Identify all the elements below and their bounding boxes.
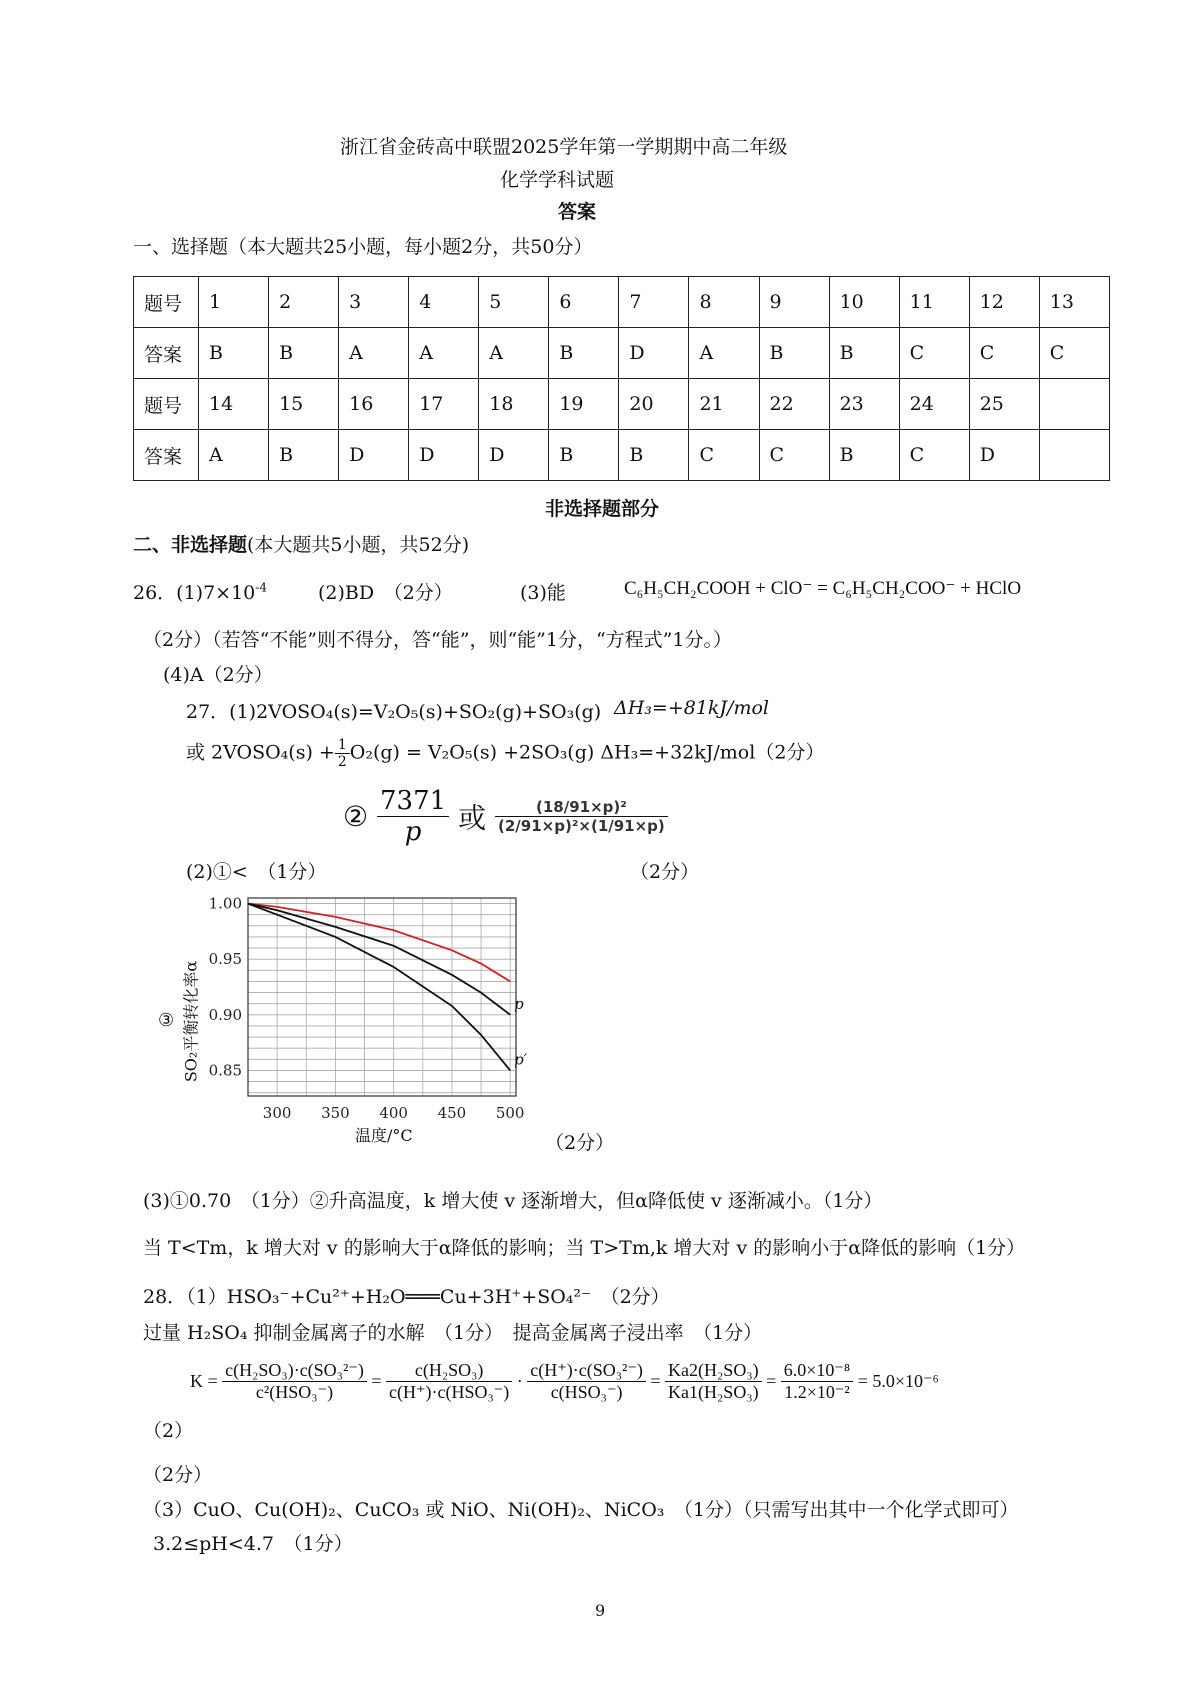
q28-frac2 <box>386 1360 512 1403</box>
table-cell: B <box>549 328 619 379</box>
q28-frac2-num: c(H₂SO₃) <box>386 1360 512 1382</box>
table-row-header: 答案 <box>134 430 199 481</box>
q28-k-expression <box>190 1360 939 1403</box>
chart-score: （2分） <box>545 1132 615 1154</box>
q26-part3: (3)能 <box>520 582 566 604</box>
table-row-header: 题号 <box>134 379 199 430</box>
table-cell: 8 <box>689 277 759 328</box>
x-tick-label: 300 <box>262 1104 292 1122</box>
table-cell: 20 <box>619 379 689 430</box>
q27-kp-expression <box>343 786 668 847</box>
series-line-0 <box>248 904 510 982</box>
q28-frac4-den: Ka1(H₂SO₃) <box>668 1382 759 1402</box>
q28-eq1: = <box>371 1371 382 1391</box>
x-tick-label: 500 <box>495 1104 525 1122</box>
doc-title: 浙江省金砖高中联盟2025学年第一学期期中高二年级 <box>340 136 788 158</box>
q28-frac4 <box>665 1360 762 1403</box>
q27-part3b: 当 T<Tm，k 增大对 v 的影响大于α降低的影响；当 T>Tm,k 增大对 v 的影响小于α降低的影响（1分） <box>143 1237 1026 1259</box>
q27-kp-den: p <box>404 817 422 847</box>
q28-line1: 28．（1）HSO₃⁻+Cu²⁺+H₂O═══Cu+3H⁺+SO₄²⁻ （2分） <box>143 1286 670 1308</box>
table-cell: 2 <box>269 277 339 328</box>
section1-heading: 一、选择题（本大题共25小题，每小题2分，共50分） <box>133 236 593 258</box>
table-cell: 11 <box>899 277 969 328</box>
q27-half-num: 1 <box>335 737 350 754</box>
q28-eq2: = <box>650 1371 661 1391</box>
q28-frac5 <box>781 1360 853 1403</box>
q28-frac3 <box>527 1360 646 1403</box>
table-cell: A <box>409 328 479 379</box>
q26-part1 <box>133 578 267 605</box>
table-cell: B <box>829 430 899 481</box>
y-tick-label: 0.95 <box>208 950 242 969</box>
q28-result: = 5.0×10⁻⁶ <box>857 1371 939 1391</box>
table-cell: D <box>479 430 549 481</box>
q28-line3: （3）CuO、Cu(OH)₂、CuCO₃ 或 NiO、Ni(OH)₂、NiCO₃ （1分）（只需写出其中一个化学式即可） <box>143 1499 1019 1521</box>
so2-conversion-chart <box>150 890 570 1160</box>
table-cell: 9 <box>759 277 829 328</box>
table-cell <box>1039 430 1109 481</box>
section2-heading-rest: (本大题共5小题，共52分) <box>247 534 470 556</box>
chart-xlabel: 温度/°C <box>355 1126 413 1145</box>
table-cell: B <box>549 430 619 481</box>
y-tick-label: 0.85 <box>208 1061 242 1080</box>
page-number: 9 <box>595 1601 606 1620</box>
table-cell: C <box>969 328 1039 379</box>
q28-part2-score: （2分） <box>143 1464 213 1486</box>
table-cell: B <box>269 328 339 379</box>
table-cell: D <box>409 430 479 481</box>
table-cell: D <box>339 430 409 481</box>
table-row <box>134 430 1110 481</box>
table-cell: C <box>1039 328 1109 379</box>
q26-part1-exp: -4 <box>255 580 267 595</box>
table-cell: A <box>479 328 549 379</box>
y-tick-label: 0.90 <box>208 1005 242 1024</box>
table-cell: 21 <box>689 379 759 430</box>
table-cell: 12 <box>969 277 1039 328</box>
q27-kp-alt-den: (2/91×p)²×(1/91×p) <box>498 817 665 835</box>
q28-frac3-den: c(HSO₃⁻) <box>550 1382 623 1402</box>
q27-line2-b: O₂(g) = V₂O₅(s) +2SO₃(g) ΔH₃=+32kJ/mol（2分） <box>349 741 825 764</box>
q27-line2-a: 或 2VOSO₄(s) + <box>186 741 335 764</box>
table-cell: 19 <box>549 379 619 430</box>
table-cell: 14 <box>199 379 269 430</box>
table-cell: 17 <box>409 379 479 430</box>
chart-series <box>248 904 528 1071</box>
q27-line2 <box>186 737 824 770</box>
table-cell: C <box>689 430 759 481</box>
q27-line1: 27．(1)2VOSO₄(s)=V₂O₅(s)+SO₂(g)+SO₃(g) <box>186 701 602 723</box>
table-row-header: 答案 <box>134 328 199 379</box>
table-cell: 3 <box>339 277 409 328</box>
q28-frac1 <box>222 1360 367 1403</box>
q28-frac1-den: c²(HSO₃⁻) <box>255 1382 334 1402</box>
table-row-header: 题号 <box>134 277 199 328</box>
q26-part2: (2)BD （2分） <box>318 582 453 604</box>
q28-frac5-den: 1.2×10⁻² <box>784 1382 850 1402</box>
table-cell: 25 <box>969 379 1039 430</box>
q28-line2: 过量 H₂SO₄ 抑制金属离子的水解 （1分） 提高金属离子浸出率 （1分） <box>143 1322 763 1344</box>
table-cell: 7 <box>619 277 689 328</box>
table-row <box>134 328 1110 379</box>
q27-kp-alt-fraction <box>495 798 668 835</box>
table-cell: A <box>199 430 269 481</box>
q27-kp-alt-num: (18/91×p)² <box>495 798 668 817</box>
q28-eq3: = <box>766 1371 777 1391</box>
q28-frac5-num: 6.0×10⁻⁸ <box>781 1360 853 1382</box>
table-cell: 5 <box>479 277 549 328</box>
table-cell <box>1039 379 1109 430</box>
doc-subtitle: 化学学科试题 <box>500 169 615 191</box>
q28-frac4-num: Ka2(H₂SO₃) <box>665 1360 762 1382</box>
table-cell: D <box>619 328 689 379</box>
section2-heading <box>133 530 469 557</box>
series-label: p′ <box>514 1050 528 1069</box>
table-cell: 16 <box>339 379 409 430</box>
table-cell: 22 <box>759 379 829 430</box>
table-cell: 23 <box>829 379 899 430</box>
q26-note: （2分）（若答“不能”则不得分，答“能”，则“能”1分，“方程式”1分。） <box>143 629 732 651</box>
section2-subtitle: 非选择题部分 <box>545 498 660 520</box>
table-cell: A <box>339 328 409 379</box>
table-cell: 6 <box>549 277 619 328</box>
table-row <box>134 277 1110 328</box>
table-cell: B <box>269 430 339 481</box>
q27-half-den: 2 <box>337 754 347 770</box>
table-cell: B <box>619 430 689 481</box>
x-tick-label: 350 <box>321 1104 350 1122</box>
table-cell: 4 <box>409 277 479 328</box>
q26-equation: C₆H₅CH₂COOH + ClO⁻ = C₆H₅CH₂COO⁻ + HClO <box>624 578 1022 599</box>
q27-or: 或 <box>458 801 487 835</box>
section2-heading-bold: 二、非选择题 <box>133 534 248 556</box>
q27-circ2: ② <box>343 800 369 833</box>
table-cell: 24 <box>899 379 969 430</box>
y-tick-label: 1.00 <box>208 894 242 913</box>
chart-ticks <box>209 895 525 1122</box>
table-cell: C <box>899 430 969 481</box>
chart-side-mark: ③ <box>158 1010 175 1031</box>
table-cell: A <box>689 328 759 379</box>
table-cell: 18 <box>479 379 549 430</box>
table-cell: 10 <box>829 277 899 328</box>
table-row <box>134 379 1110 430</box>
q27-half-fraction <box>335 737 350 770</box>
q27-kp-fraction <box>377 786 449 847</box>
table-cell: 1 <box>199 277 269 328</box>
q26-part1-text: 26．(1)7×10 <box>133 582 256 604</box>
series-label: p <box>514 994 524 1013</box>
q28-dot: · <box>516 1371 523 1391</box>
q27-part2: (2)①< （1分） <box>186 861 327 883</box>
answer-heading: 答案 <box>558 201 597 223</box>
table-cell: 15 <box>269 379 339 430</box>
q27-line1-dh: ΔH₃=+81kJ/mol <box>614 697 769 719</box>
table-cell: 13 <box>1039 277 1109 328</box>
q28-frac2-den: c(H⁺)·c(HSO₃⁻) <box>389 1382 510 1402</box>
q28-frac3-num: c(H⁺)·c(SO₃²⁻) <box>527 1360 646 1382</box>
table-cell: C <box>759 430 829 481</box>
q28-line4: 3.2≤pH<4.7 （1分） <box>153 1533 353 1555</box>
q28-k-label: K = <box>190 1371 218 1391</box>
x-tick-label: 450 <box>437 1104 467 1122</box>
q27-part3a: (3)①0.70 （1分）②升高温度，k 增大使 v 逐渐增大，但α降低使 v 逐渐减小。（1分） <box>143 1190 883 1212</box>
q26-part4: (4)A（2分） <box>163 664 273 686</box>
answer-table <box>133 276 1110 481</box>
table-cell: D <box>969 430 1039 481</box>
q27-kp-num: 7371 <box>377 786 449 817</box>
q27-kp-score: （2分） <box>630 861 700 883</box>
table-cell: B <box>199 328 269 379</box>
q28-part2-label: （2） <box>143 1420 194 1442</box>
table-cell: B <box>829 328 899 379</box>
x-tick-label: 400 <box>379 1104 408 1122</box>
q28-frac1-num: c(H₂SO₃)·c(SO₃²⁻) <box>222 1360 367 1382</box>
table-cell: B <box>759 328 829 379</box>
chart-ylabel: SO₂平衡转化率α <box>181 960 201 1083</box>
table-cell: C <box>899 328 969 379</box>
